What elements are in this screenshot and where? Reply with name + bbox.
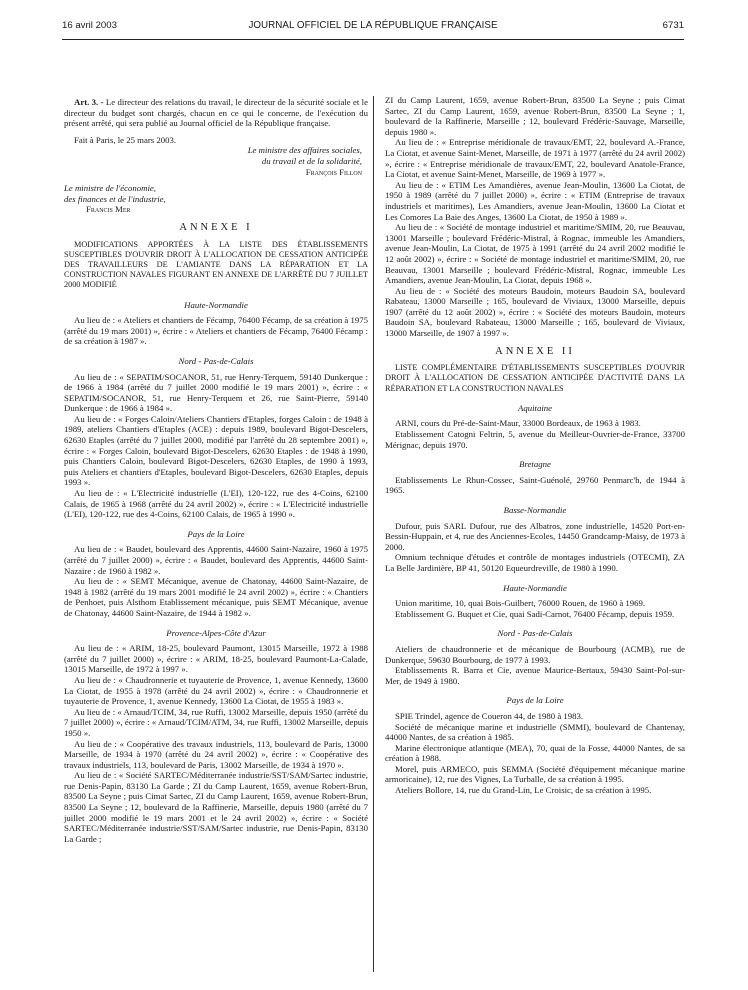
region-heading: Pays de la Loire xyxy=(187,528,245,539)
entry-paragraph: ARNI, cours du Pré-de-Saint-Maur, 33000 Bordeaux, de 1963 à 1983. xyxy=(395,418,641,429)
region-heading: Pays de la Loire xyxy=(506,695,564,706)
entry-paragraph: Au lieu de : « Forges Caloin/Ateliers Chantiers d'Etaples, forges Caloin : de 1948 à 1989, ateliers Chantiers d'Etaples (ACE) : depuis 1989, boulevard Bigot-Descelers, 62630 Etaples (arrêté du 7 juillet 2000, modifié par l'arrêté du 28 septembre 2001) », écrire : « Forges Caloin, boulevard Bigot-Descelers, 62630 Etaples : de 1948 à 1990, puis Chantiers Caloin, boulevard Bigot-Descelers, 62630 Etaples, de 1990 à 1993, puis Ateliers et chantiers d'Etaples, boulevard Bigot-Descelers, 62630 Etaples, depuis 1993 ». xyxy=(64,413,368,488)
entry-paragraph: Dufour, puis SARL Dufour, rue des Albatros, zone industrielle, 14520 Port-en-Bessin-Huppain, et 4, rue des Anciennes-Ecoles, 14450 Grandcamp-Maisy, de 1973 à 2000. xyxy=(385,520,685,552)
entry-paragraph: Au lieu de : « Société SARTEC/Méditerranée industrie/SST/SAM/Sartec industrie, rue Denis-Papin, 83130 La Garde ; ZI du Camp Laurent, 1659, avenue Robert-Brun, 83500 La Seyne ; puis Cimat Sartec, ZI du Camp Laurent, 1659, avenue Robert-Brun, 83500 La Seyne ; 12, boulevard de la Raffinerie, Marseille, depuis 1980 (arrêté du 7 juillet 2000 modifié le 19 mars 2001 et le 24 avril 2002) », écrire : « Société SARTEC/Méditerranée industrie/SST/SAM/Sartec industrie, rue Denis-Papin, 83130 La Garde ; xyxy=(64,770,368,844)
signature-minister-social xyxy=(64,145,368,177)
article-label: Art. 3. - xyxy=(74,97,104,107)
entry-paragraph: Union maritime, 10, quai Bois-Guilbert, 76000 Rouen, de 1960 à 1969. xyxy=(395,598,646,609)
entry-paragraph: Etablissement Catogni Feltrin, 5, avenue du Meilleur-Ouvrier-de-France, 33700 Mérignac, depuis 1970. xyxy=(385,429,685,450)
signature-title-line: Le ministre de l'économie, xyxy=(64,183,156,194)
region-heading: Haute-Normandie xyxy=(184,299,248,310)
region-heading: Aquitaine xyxy=(517,402,553,413)
annexe-title: LISTE COMPLÉMENTAIRE D'ÉTABLISSEMENTS SUSCEPTIBLES D'OUVRIR DROIT À L'ALLOCATION DE CESSATION ANTICIPÉE D'ACTIVITÉ DANS LA RÉPARATION ET LA CONSTRUCTION NAVALES xyxy=(385,363,685,393)
signature-minister-economy xyxy=(64,183,368,215)
entry-paragraph: Au lieu de : « Société des moteurs Baudoin, moteurs Baudoin SA, boulevard Rabateau, 13000 Marseille ; 165, boulevard de Viviaux, 13000 Marseille, depuis 1907 (arrêté du 12 août 2002) », écrire : « Société des moteurs Baudoin, moteurs Baudoin SA, boulevard Rabateau, 13000 Marseille ; 165, boulevard de Viviaux, 13000 Marseille, de 1907 à 1997 ». xyxy=(385,285,685,339)
entry-paragraph: Au lieu de : « ETIM Les Amandières, avenue Jean-Moulin, 13600 La Ciotat, de 1950 à 1989 (arrêté du 7 juillet 2000) », écrire : « ETIM (Entreprise de travaux industriels et maritimes), Les Amandiers, avenue Jean-Moulin, 13600 La Ciotat et Les Comores La Baie des Anges, 13600 La Ciotat, de 1950 à 1989 ». xyxy=(385,179,685,222)
page-number: 6731 xyxy=(662,20,684,31)
region-heading: Provence-Alpes-Côte d'Azur xyxy=(166,627,266,638)
entry-paragraph: Au lieu de : « L'Electricité industrielle (L'EI), 120-122, rue des 4-Coins, 62100 Calais, de 1965 à 1968 (arrêté du 24 avril 2002) », écrire : « L'Electricité industrielle (L'EI), 120-122, rue des 4-Coins, 62100 Calais, de 1965 à 1990 ». xyxy=(64,488,368,520)
region-heading: Nord - Pas-de-Calais xyxy=(178,355,254,366)
entry-paragraph: Marine électronique atlantique (MEA), 70, quai de la Fosse, 44000 Nantes, de sa création à 1988. xyxy=(385,742,685,764)
entry-paragraph: Ateliers Bollore, 14, rue du Grand-Lin, Le Croisic, de sa création à 1995. xyxy=(395,785,652,796)
issue-date: 16 avril 2003 xyxy=(62,20,117,31)
entry-paragraph: Au lieu de : « Ateliers et chantiers de Fécamp, 76400 Fécamp, de sa création à 1975 (arrêté du 19 mars 2001) », écrire : « Ateliers et chantiers de Fécamp, 76400 Fécamp : de sa création à 1987 ». xyxy=(64,315,369,347)
entry-paragraph: Au lieu de : « Coopérative des travaux industriels, 113, boulevard de Paris, 13000 Marseille, de 1934 à 1970 (arrêté du 24 avril 2002) », écrire : « Coopérative des travaux industriels, 113, boulevard de Paris, 13002 Marseille, de 1934 à 1970 ». xyxy=(64,738,368,770)
entry-paragraph: Etablissements Le Rhun-Cossec, Saint-Guénolé, 29760 Penmarc'h, de 1944 à 1965. xyxy=(385,474,685,496)
entry-paragraph: Au lieu de : « SEMT Mécanique, avenue de Chatonay, 44600 Saint-Nazaire, de 1948 à 1982 (arrêté du 19 mars 2001 modifié le 24 avril 2002) », écrire : « Chantiers de Penhoet, puis Alsthom Etablissement mécanique, puis SEMT Mécanique, avenue de Chatonay, 44600 Saint-Nazaire, de 1944 à 1982 ». xyxy=(64,576,368,618)
entry-paragraph: Au lieu de : « ARIM, 18-25, boulevard Paumont, 13015 Marseille, 1972 à 1988 (arrêté du 7 juillet 2000) », écrire : « ARIM, 18-25, boulevard Paumont-La-Calade, 13015 Marseille, de 1972 à 1997 ». xyxy=(64,643,368,675)
region-heading: Nord - Pas-de-Calais xyxy=(497,628,573,639)
signature-name: François Fillon xyxy=(305,166,362,177)
annexe-heading: ANNEXE I xyxy=(179,221,253,233)
journal-title: JOURNAL OFFICIEL DE LA RÉPUBLIQUE FRANÇAISE xyxy=(248,20,498,31)
annexe-title: MODIFICATIONS APPORTÉES À LA LISTE DES ÉTABLISSEMENTS SUSCEPTIBLES D'OUVRIR DROIT À L'ALLOCATION DE CESSATION ANTICIPÉE DES TRAVAILLEURS DE L'AMIANTE DANS LA RÉPARATION ET LA CONSTRUCTION NAVALES FIGURANT EN ANNEXE DE L'ARRÊTÉ DU 7 JUILLET 2000 MODIFIÉ xyxy=(64,239,368,290)
header-rule xyxy=(62,39,684,40)
entry-paragraph: Au lieu de : « Société de montage industriel et maritime/SMIM, 20, rue Beauvau, 13001 Marseille ; boulevard Frédéric-Mistral, à Rognac, immeuble les Amandiers, avenue Jean-Moulin, La Ciotat, de 1975 à 1991 (arrêté du 24 avril 2002 modifié le 12 août 2002) », écrire : « Société de montage industriel et maritime/SMIM, 20, rue Beauvau, 13001 Marseille ; boulevard Frédéric-Mistral, Rognac, immeuble Les Amandiers, avenue Jean-Moulin, La Ciotat, depuis 1968 ». xyxy=(385,222,685,286)
article-text: Le directeur des relations du travail, le directeur de la sécurité sociale et le directeur du budget sont chargés, chacun en ce qui le concerne, de l'exécution du présent arrêté, qui sera publié au Journal officiel de la République française. xyxy=(64,97,368,129)
signature-title-line: du travail et de la solidarité, xyxy=(261,155,362,166)
signature-title-line: Le ministre des affaires sociales, xyxy=(247,145,362,156)
signature-name: Francis Mer xyxy=(86,204,131,215)
region-heading: Haute-Normandie xyxy=(503,582,567,593)
entry-paragraph: Au lieu de : « Entreprise méridionale de travaux/EMT, 22, boulevard A.-France, La Ciotat, et avenue Saint-Menet, Marseille, de 1971 à 1977 (arrêté du 24 avril 2002) », écrire : « Entreprise méridionale de travaux/EMT, 22, boulevard Anatole-France, La Ciotat, et avenue Saint-Menet, Marseille, de 1969 à 1977 ». xyxy=(385,137,685,180)
entry-paragraph: Morel, puis ARMECO, puis SEMMA (Société d'équipement mécanique marine armoricaine), 12, rue des Vignes, La Turballe, de sa création à 1995. xyxy=(385,763,685,785)
entry-paragraph: SPIE Trindel, agence de Coueron 44, de 1980 à 1983. xyxy=(395,710,584,721)
entry-paragraph: Au lieu de : « SEPATIM/SOCANOR, 51, rue Henry-Terquem, 59140 Dunkerque : de 1966 à 1984 (arrêté du 7 juillet 2000 modifié le 19 mars 2001) », écrire : « SEPATIM/SOCANOR, 51, rue Henry-Terquem et 26, rue Saint-Pierre, 59140 Dunkerque : de 1966 à 1984 ». xyxy=(64,371,368,414)
fait-line: Fait à Paris, le 25 mars 2003. xyxy=(74,134,177,145)
page-header xyxy=(62,20,684,34)
article-3 xyxy=(64,97,368,129)
region-heading: Bretagne xyxy=(519,459,551,470)
entry-paragraph: Etablissements R. Barra et Cie, avenue Maurice-Bertaux, 59430 Saint-Pol-sur-Mer, de 1949 à 1980. xyxy=(385,665,685,686)
entry-paragraph: Omnium technique d'études et contrôle de montages industriels (OTECMI), ZA La Belle Jardinière, BP 41, 50120 Equeurdreville, de 1980 à 1990. xyxy=(385,552,685,573)
signature-title-line: des finances et de l'industrie, xyxy=(64,193,166,204)
entry-paragraph: Ateliers de chaudronnerie et de mécanique de Bourbourg (ACMB), rue de Dunkerque, 59630 Bourbourg, de 1977 à 1993. xyxy=(385,643,685,665)
entry-paragraph: Société de mécanique marine et industrielle (SMMI), boulevard de Chantenay, 44000 Nantes, de sa création à 1985. xyxy=(385,721,685,743)
entry-paragraph: Au lieu de : « Chaudronnerie et tuyauterie de Provence, 1, avenue Kennedy, 13600 La Ciotat, de 1955 à 1978 (arrêté du 24 avril 2002) », écrire : « Chaudronnerie et tuyauterie de Provence, 1, avenue Kennedy, 13600 La Ciotat, de 1955 à 1983 ». xyxy=(64,674,368,707)
region-heading: Basse-Normandie xyxy=(503,505,567,516)
column-divider xyxy=(373,96,374,972)
entry-paragraph: Au lieu de : « Arnaud/TCIM, 34, rue Ruffi, 13002 Marseille, depuis 1950 (arrêté du 7 juillet 2000) », écrire : « Arnaud/TCIM/ATM, 34, rue Ruffi, 13002 Marseille, depuis 1950 ». xyxy=(64,706,368,738)
left-column xyxy=(64,97,368,844)
entry-paragraph: Au lieu de : « Baudet, boulevard des Apprentis, 44600 Saint-Nazaire, 1960 à 1975 (arrêté du 7 juillet 2000) », écrire : « Baudet, boulevard des Apprentis, 44600 Saint-Nazaire : de 1960 à 1982 ». xyxy=(64,544,368,576)
entry-paragraph: ZI du Camp Laurent, 1659, avenue Robert-Brun, 83500 La Seyne ; puis Cimat Sartec, ZI du Camp Laurent, 1659, avenue Robert-Brun, 83500 La Seyne ; 1, boulevard de la Raffinerie, Marseille ; 12, boulevard Frédéric-Sauvage, Marseille, depuis 1980 ». xyxy=(385,95,685,137)
entry-paragraph: Etablissement G. Buquet et Cie, quai Sadi-Carnot, 76400 Fécamp, depuis 1959. xyxy=(395,608,675,619)
annexe-heading: ANNEXE II xyxy=(495,345,575,357)
right-column xyxy=(385,95,685,796)
